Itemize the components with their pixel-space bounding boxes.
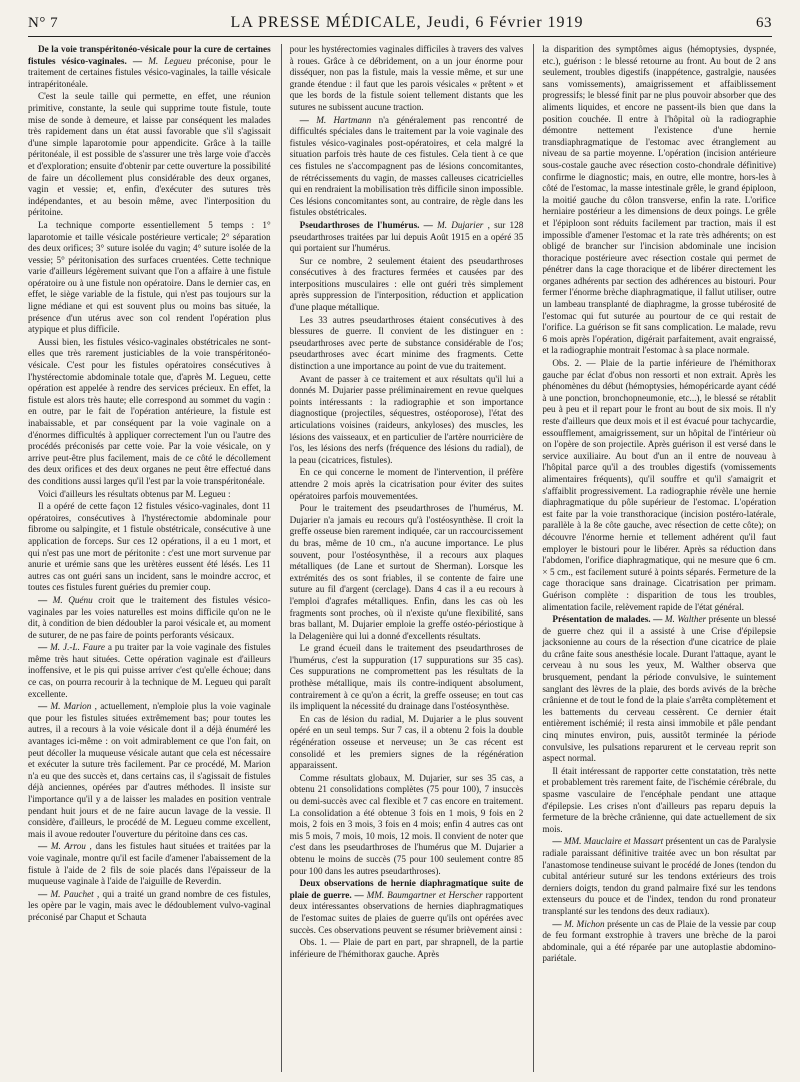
section-heading: Pseudarthroses de l'humérus. —: [299, 219, 433, 230]
paragraph: [290, 44, 524, 114]
author-name: MM. Baumgartner et Herscher: [366, 889, 483, 900]
section-heading: —: [38, 888, 48, 899]
masthead-title: LA PRESSE MÉDICALE, Jeudi, 6 Février 1919: [230, 14, 584, 31]
column-3: [533, 44, 776, 1072]
paragraph-text: , actuellement, n'emploie plus la voie vaginale que pour les fistules situées extrêmement bas; pour toutes les autres, il a recours à la voie vésicale dont il a déjà énuméré les avantages ici-même : on voit admirablement ce que l'on fait, on peut décoller la muqueuse vésicale autant que cela est nécessaire et exécuter la suture très facilement. Par ce procédé, M. Marion n'a eu que des succès et, dans certains cas, il s'agissait de fistules déjà anciennes, opérées par d'autres méthodes. Il insiste sur l'importance qu'il y a de laisser les malades en position ventrale pendant huit jours et de ne faire aucun lavage de la vessie. Il considère, d'ailleurs, le procédé de M. Legueu comme excellent, mais il avoue redouter l'ouverture du péritoine dans ces cas.: [28, 701, 271, 839]
paragraph-text: C'est la seule taille qui permette, en effet, une réunion primitive, constante, la seule qui supprime toute fistule, toute mise de sonde à demeure, et laisse par conséquent les malades très rapidement dans un état aussi favorable que s'il s'agissait d'une simple laparotomie pour appendicite. Grâce à la taille péritonéale, il est possible de s'assurer une très large voie d'accès et d'exploration; ensuite d'obtenir par cette ouverture la possibilité de faire un décollement plus considérable des deux organes, vagin et vessie; et, enfin, d'exécuter des sutures très indépendantes, et au besoin même, avec l'interposition du péritoine.: [28, 91, 271, 218]
section-heading: Deux observations de hernie diaphragmatique suite de plaie de guerre. —: [289, 878, 524, 900]
paragraph-text: présentent un cas de Paralysie radiale paraissant définitive traitée avec un bon résultat par l'anastomose tendineuse suivant le procédé de Jones (tendon du cubital antérieur suturé sur les tendons extérieurs des trois derniers doigts, tendon du grand palmaire fixé sur les tendons extenseurs du pouce et de l'index, tendon du rond pronateur transplanté sur les tendons des deux radiaux).: [542, 836, 776, 916]
paragraph: [290, 937, 524, 960]
paragraph: [28, 489, 271, 501]
paragraph-text: La technique comporte essentiellement 5 temps : 1° laparotomie et taille vésicale postérieure verticale; 2° séparation des deux orifices; 3° suture isolée du vagin; 4° suture isolée de la vessie; 5° péritonisation des surfaces cruentées. Cette technique varie d'ailleurs légèrement suivant que l'on a affaire à une fistule opératoire ou à une fistule non opératoire. Dans le dernier cas, en effet, le siège variable de la fistule, qui n'est pas toujours sur la ligne médiane et qui est souvent plus ou moins bas située, la présence d'un utérus avec son col rendent l'opération plus atypique et plus difficile.: [28, 219, 271, 335]
author-name: M. J.-L. Faure: [50, 642, 105, 653]
paragraph-text: Aussi bien, les fistules vésico-vaginales obstétricales ne sont-elles que très rarement justiciables de la voie transpéritonéo-vésicale. C'est pour les fistules opératoires consécutives à l'hystérectomie abdominale totale que, d'après M. Legueu, cette opération est appelée à rendre des services précieux. En effet, la fistule est alors très haute; elle correspond au sommet du vagin : en outre, par le fait de l'opération antérieure, la fistule est inabaissable, et par conséquent par la voie vaginale on a d'énormes difficultés à appliquer correctement l'un ou l'autre des procédés préconisés par cette voie. Par la voie vésicale, on y arrive peut-être plus facilement, mais de ce côté le décollement des deux orifices et des deux organes ne peut être effectué dans des conditions aussi larges qu'il l'est par la voie transpéritonéale.: [28, 336, 271, 486]
paragraph: [28, 595, 271, 641]
paragraph-text: préconise, pour le traitement de certaines fistules vésico-vaginales, la taille vésicale intrapéritonéale.: [28, 55, 271, 89]
author-name: M. Walther: [664, 614, 707, 625]
column-2: [281, 44, 524, 1072]
paragraph: [28, 337, 271, 488]
issue-number: N° 7: [28, 15, 59, 31]
paragraph: [542, 44, 776, 357]
section-heading: —: [552, 836, 562, 847]
paragraph-text: a pu traiter par la voie vaginale des fistules même très haut situées. Cette opération vaginale est d'ailleurs inoffensive, et le pis qui puisse arriver c'est qu'elle échoue; dans ce cas, on pourra recourir à la technique de M. Legueu qui paraît excellente.: [28, 642, 271, 699]
paragraph-text: pour les hystérectomies vaginales difficiles à travers des valves à roues. Grâce à ce débridement, on a un jour énorme pour disséquer, non pas la fistule, mais la vessie même, et sur une grande étendue : il faut que les parois vésicales « prêtent » et que les bords de la fistule soient tellement distants que les sutures ne subissent aucune traction.: [289, 44, 524, 112]
author-name: M. Marion: [50, 701, 92, 712]
section-heading: —: [38, 594, 48, 605]
paragraph-text: En cas de lésion du radial, M. Dujarier a le plus souvent opéré en un seul temps. Sur 7 cas, il a obtenu 2 fois la double régénération osseuse et nerveuse; un 3e cas récent est consolidé et les premiers signes de la régénération apparaissent.: [289, 713, 524, 771]
paragraph-text: rapportent deux intéressantes observations de hernies diaphragmatiques de l'estomac suites de plaies de guerre qu'ils ont opérées avec succès. Ces observations peuvent se résumer brièvement ainsi :: [289, 889, 524, 935]
section-heading: —: [38, 642, 48, 653]
paragraph: [28, 91, 271, 219]
author-name: M. Pauchet: [50, 888, 94, 899]
section-heading: De la voie transpéritonéo-vésicale pour la cure de certaines fistules vésico-vaginales. —: [28, 44, 271, 66]
paragraph-text: , dans les fistules haut situées et traitées par la voie vaginale, montre qu'il est facile d'amener l'abaissement de la fistule à l'aide de 2 fils de soie placés dans l'épaisseur de la muqueuse vaginale à l'aide de l'aiguille de Reverdin.: [28, 841, 271, 887]
paragraph-text: n'a généralement pas rencontré de difficultés spéciales dans le traitement par la voie vaginale des fistules vésico-vaginales post-opératoires, et cela malgré la situation parfois très haute de ces fistules. Cela tient à ce que ces fistules ne s'accompagnent pas de lésions concomitantes, de rétrécissements du vagin, de masses calleuses cicatricielles qui en rendraient la mobilisation très difficile sinon impossible. Ces lésions concomitantes sont, au contraire, de règle dans les fistules obstétricales.: [289, 114, 524, 218]
author-name: M. Quénu: [52, 594, 93, 605]
paragraph: [290, 467, 524, 502]
page-number: 63: [756, 15, 772, 31]
paragraph: [542, 614, 776, 765]
paragraph-text: Avant de passer à ce traitement et aux résultats qu'il lui a donnés M. Dujarier passe préliminairement en revue quelques points intéressants : la radiographie et son importance diagnostique (projectiles, séquestres, ostéoporose), l'état des articulations voisines (raideurs, ankyloses) des muscles, les lésions des vaisseaux, et en particulier de l'artère nourricière de l'os, les lésions des nerfs (fréquence des lésions du radial), de la peau (cicatrices, fistules).: [289, 373, 524, 465]
paragraph: [290, 773, 524, 877]
paragraph: [28, 220, 271, 336]
paragraph: [542, 358, 776, 613]
paragraph: [290, 878, 524, 936]
paragraph-text: Sur ce nombre, 2 seulement étaient des pseudarthroses consécutives à des fractures fermées et causées par des interpositions musculaires : elle ont guéri très simplement après suppression de l'interposition, réduction et application d'une plaque métallique.: [289, 255, 524, 313]
paragraph: [28, 701, 271, 840]
section-heading: —: [38, 841, 48, 852]
paragraph: [28, 44, 271, 90]
author-name: MM. Mauclaire et Massart: [563, 836, 664, 847]
paragraph-text: Obs. 1. — Plaie de part en part, par shrapnell, de la partie inférieure de l'hémithorax gauche. Après: [289, 937, 524, 959]
paragraph: [542, 766, 776, 836]
paragraph: [28, 841, 271, 887]
paragraph-text: la disparition des symptômes aigus (hémoptysies, dyspnée, etc.), guérison : le blessé retourne au front. Au bout de 2 ans seulement, troubles digestifs (inappétence, gastralgie, nausées sans vomissements), amaigrissement et affaiblissement progressifs; le blessé finit par ne plus pouvoir absorber que des aliments liquides, et encore ne passent-ils bien que dans la position couchée. Il entre à l'hôpital où la radiographie démontre nettement l'existence d'une hernie transdiaphragmatique de l'estomac avec étranglement au niveau de sa partie moyenne. L'opération (incision antérieure sous-costale gauche avec résection costo-chondrale définitive) confirme le diagnostic; mais, en outre, elle montre, hors-les à côté de l'estomac, la masse intestinale grêle, le grand épiploon, la moitié gauche du côlon transverse, enfin la rate. L'orifice herniaire postérieur a les dimensions de deux poings. Le grêle et l'épiploon sont réduits facilement par traction, mais il est impossible d'amener l'estomac et la rate très adhérents; on est obligé de brancher sur l'incision abdominale une incision thoracique postérieure avec résection costale qui permet de pénétrer dans la cage thoracique et de libérer directement les organes adhérents par section des adhérences au bistouri. Pour fermer l'énorme brèche diaphragmatique, il fallut utiliser, outre un lambeau transplanté de diaphragme, la grosse tubérosité de l'estomac qui fut suturée au pourtour de ce qui restait de l'orifice. La guérison se fit sans complication. Le malade, revu 6 mois après l'opération, digérait parfaitement, avait engraissé, et la radiographie montrait l'estomac à sa place normale.: [542, 44, 776, 356]
paragraph-text: Pour le traitement des pseudarthroses de l'humérus, M. Dujarier n'a jamais eu recours qu'à l'ostéosynthèse. Il croit la greffe osseuse bien rarement indiquée, car un raccourcissement du bras, même de 10 cm., n'a aucune importance. Le plus souvent, pour l'ostéosynthèse, il a recours aux plaques métalliques (de Lane et surtout de Sherman). Lorsque les extrémités des os sont friables, il se contente de faire une suture au fil d'argent (cerclage). Dans 4 cas il a eu recours à l'emploi d'agrafes métalliques. Enfin, dans les cas où les fragments sont proches, où il n'existe qu'une flexibilité, sans bras ballant, M. Dujarier emploie la greffe ostéo-périostique à la Delagenière qui lui a donné d'excellents résultats.: [289, 503, 524, 641]
paragraph: [28, 642, 271, 700]
paragraph: [290, 643, 524, 713]
paragraph-text: , qui a traité un grand nombre de ces fistules, les opère par le vagin, mais avec le dédoublement vulvo-vaginal préconisé par Chaput et Schauta: [28, 888, 271, 922]
paragraph-text: Les 33 autres pseudarthroses étaient consécutives à des blessures de guerre. Il convient de les distinguer en : pseudarthroses avec perte de substance considérable de l'os; pseudarthroses avec écart minime des fragments. Cette distinction a une importance au point de vue du traitement.: [289, 314, 524, 372]
paragraph-text: Obs. 2. — Plaie de la partie inférieure de l'hémithorax gauche par éclat d'obus non ressorti et non extrait. Après les phénomènes du début (hémoptysies, hémopéricarde ayant cédé à une ponction, bronchopneumonie, etc...), le blessé se rétablit peu à peu et il repart pour le front au bout de six mois. Il n'y reste d'ailleurs que deux mois et il est évacué pour tachycardie, essoufflement, amaigrissement, sur un hôpital de l'intérieur où on l'opère de son projectile. Après guérison il est versé dans le service auxiliaire. Au bout d'un an il entre de nouveau à l'hôpital parce qu'il a des troubles digestifs (vomissements alimentaires fréquents), qu'il souffre et qu'il s'amaigrit et s'affaiblit progressivement. La radiographie révèle une hernie diaphragmatique du pôle supérieur de l'estomac. L'opération est faite par la voie transthoracique (incision postéro-latérale, parallèle à la 8e côte gauche, avec résection de cette côte); on découvre l'énorme hernie et tellement adhérent qu'il faut employer le bistouri pour le libérer. Après sa réduction dans l'abdomen, l'orifice diaphragmatique, qui ne mesure que 6 cm. × 5 cm., est facilement suturé à points séparés. Fermeture de la cage thoracique sans drainage. Cicatrisation per primam. Guérison complète : disparition de tous les troubles, alimentation facile, relèvement rapide de l'état général.: [542, 358, 776, 612]
paragraph-text: Comme résultats globaux, M. Dujarier, sur ses 35 cas, a obtenu 21 consolidations complètes (75 pour 100), 7 insuccès ou demi-succès avec cal flexible et 7 cas encore en traitement. La consolidation a été obtenue 3 fois en 1 mois, 9 fois en 2 mois, 2 fois en 3 mois, 3 fois en 4 mois; enfin 4 autres cas ont mis 5 mois, 7 mois, 10 mois, 12 mois. Il convient de noter que c'est dans les pseudarthroses de l'humérus que M. Dujarier a obtenu le moins de succès (75 pour 100 seulement contre 85 pour 100 dans les autres pseudarthroses).: [289, 772, 524, 876]
paragraph-text: Il a opéré de cette façon 12 fistules vésico-vaginales, dont 11 opératoires, consécutives à l'hystérectomie abdominale pour fibrome ou salpingite, et 1 fistule obstétricale, consécutive à une application de forceps. Sur ces 12 opérations, il a eu 1 mort, et qui n'est pas une mort de péritonite : c'est une mort survenue par anurie et urémie sans que les urètères eussent été lésés. Les 11 autres cas ont guéri sans un incident, sans le moindre accroc, et toutes ces fistules furent guéries du premier coup.: [28, 501, 271, 593]
paragraph: [290, 374, 524, 467]
paragraph-text: Voici d'ailleurs les résultats obtenus par M. Legueu :: [38, 488, 231, 499]
paragraph: [290, 714, 524, 772]
text-columns: [28, 44, 776, 1072]
paragraph: [542, 836, 776, 917]
paragraph-text: , sur 128 pseudarthroses traitées par lui depuis Août 1915 en a opéré 35 qui portaient sur l'humérus.: [289, 219, 524, 254]
paragraph: [290, 115, 524, 219]
paragraph-text: présente un cas de Plaie de la vessie par coup de feu formant exstrophie à travers une brèche de la paroi abdominale, qui a été réparée par une autoplastie abdomino-pariétale.: [542, 918, 776, 964]
paragraph: [28, 889, 271, 924]
paragraph-text: Il était intéressant de rapporter cette constatation, très nette et probablement très rarement faite, de l'ischémie cérébrale, du spasme vasculaire de l'encéphale pendant une attaque d'épilepsie. Les crises n'ont d'ailleurs pas reparu depuis la fermeture de la brèche crânienne, qui date actuellement de six mois.: [542, 765, 776, 834]
paragraph: [542, 919, 776, 965]
author-name: M. Michon: [564, 918, 605, 929]
paragraph-text: croit que le traitement des fistules vésico-vaginales par les voies naturelles est moins difficile qu'on ne le dit, à condition de bien dédoubler la paroi vésicale et, au moment de suturer, de ne pas faire de points perforants vésicaux.: [28, 594, 271, 640]
section-heading: —: [299, 114, 309, 125]
author-name: M. Hartmann: [316, 114, 372, 125]
page-header: [28, 14, 772, 36]
paragraph-text: En ce qui concerne le moment de l'intervention, il préfère attendre 2 mois après la cicatrisation pour éviter des suites opératoires parfois mouvementées.: [289, 467, 524, 501]
paragraph: [290, 503, 524, 642]
paragraph-text: Le grand écueil dans le traitement des pseudarthroses de l'humérus, c'est la suppuration (17 suppurations sur 35 cas). Ces suppurations ne compromettent pas les résultats de la prothèse métallique, mais ils contre-indiquent absolument, contrairement à ce qu'on a écrit, la greffe osseuse; en tout cas ils impliquent la nécessité du drainage dans l'ostéosynthèse.: [289, 643, 524, 712]
paragraph: [290, 256, 524, 314]
author-name: M. Dujarier: [437, 219, 484, 230]
author-name: M. Legueu: [148, 55, 192, 66]
paragraph: [28, 501, 271, 594]
paragraph-text: présente un blessé de guerre chez qui il a assisté à une Crise d'épilepsie jacksonienne au cours de la résection d'une cicatrice de plaie du crâne faite sous anesthésie locale. Durant l'attaque, ayant le cerveau à nu sous les yeux, M. Walther observa que brusquement, pendant la période convulsive, le suintement sanglant des lèvres de la plaie, des bords avivés de la brèche crânienne et de tout le fond de la plaie s'arrêta complètement et les battements du cerveau cessèrent. Ce dernier était entièrement ischémié; il resta ainsi immobile et pâle pendant cinq minutes environ, puis, aussitôt terminée la période convulsive, les pulsations reparurent et le cerveau reprit son aspect normal.: [542, 614, 776, 764]
section-heading: —: [552, 918, 562, 929]
column-1: [28, 44, 271, 1072]
paragraph: [290, 315, 524, 373]
author-name: M. Arrou: [50, 841, 86, 852]
section-heading: —: [38, 701, 48, 712]
header-rule: [28, 36, 772, 37]
paragraph: [290, 220, 524, 255]
section-heading: Présentation de malades. —: [552, 614, 663, 625]
